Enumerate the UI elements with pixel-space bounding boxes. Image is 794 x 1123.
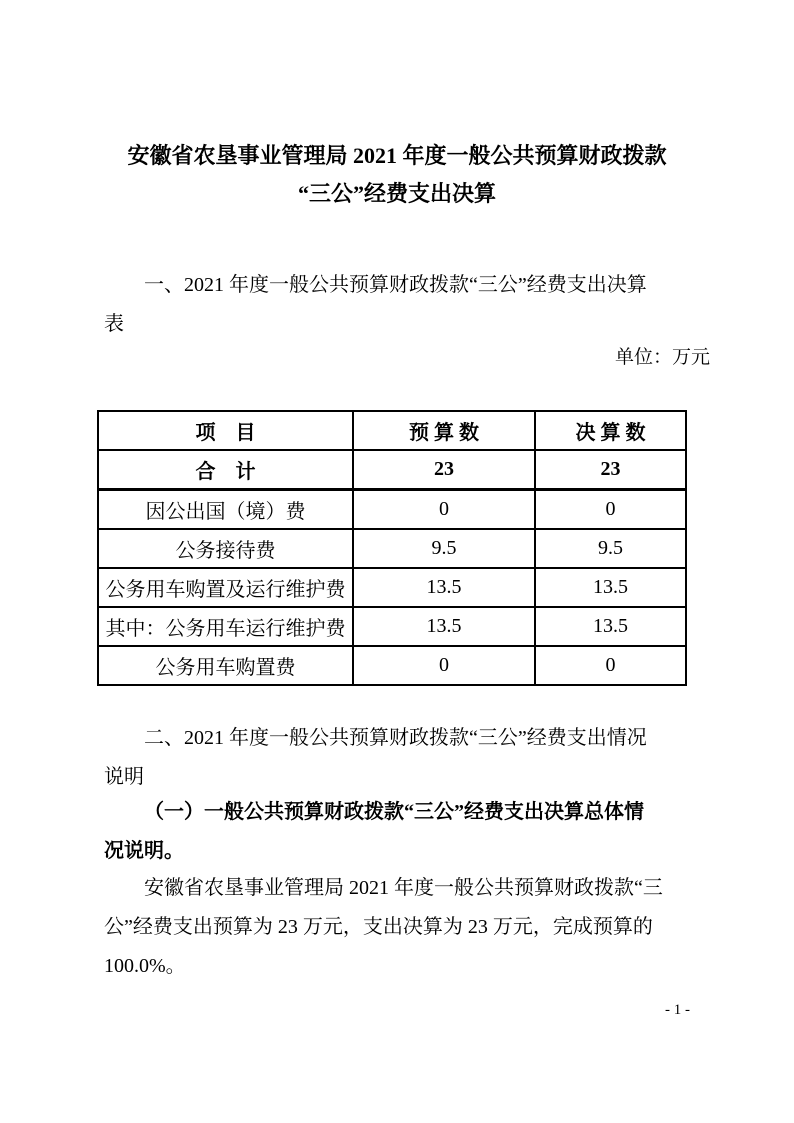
final-value: 13.5 xyxy=(535,568,686,607)
section2-heading xyxy=(104,719,710,797)
table-row-vehicle-operation xyxy=(98,607,686,646)
budget-value: 13.5 xyxy=(353,607,535,646)
doc-title-line-1: 安徽省农垦事业管理局 2021 年度一般公共预算财政拨款 xyxy=(127,143,667,168)
final-value: 23 xyxy=(535,450,686,490)
final-value: 9.5 xyxy=(535,529,686,568)
section2-heading-line-1: 二、2021 年度一般公共预算财政拨款“三公”经费支出情况 xyxy=(144,727,647,749)
budget-table xyxy=(97,410,687,686)
table-row-reception xyxy=(98,529,686,568)
budget-value: 0 xyxy=(353,646,535,685)
summary-paragraph-line-3: 100.0%。 xyxy=(104,955,186,977)
table-row-abroad xyxy=(98,490,686,530)
row-label: 公务用车购置及运行维护费 xyxy=(98,568,353,607)
subsection1-heading-line-2: 况说明。 xyxy=(104,840,184,862)
table-row-total xyxy=(98,450,686,490)
unit-label: 单位：万元 xyxy=(614,347,710,368)
budget-value: 9.5 xyxy=(353,529,535,568)
budget-value: 23 xyxy=(353,450,535,490)
subsection1-heading-line-1: （一）一般公共预算财政拨款“三公”经费支出决算总体情 xyxy=(144,801,644,823)
table-header-row xyxy=(98,411,686,450)
row-label: 公务接待费 xyxy=(98,529,353,568)
summary-paragraph-line-1: 安徽省农垦事业管理局 2021 年度一般公共预算财政拨款“三 xyxy=(144,877,663,899)
row-label: 公务用车购置费 xyxy=(98,646,353,685)
doc-title xyxy=(0,137,794,213)
summary-paragraph xyxy=(104,869,710,986)
budget-value: 13.5 xyxy=(353,568,535,607)
section1-heading-line-2: 表 xyxy=(104,313,124,335)
final-value: 0 xyxy=(535,490,686,530)
final-value: 0 xyxy=(535,646,686,685)
table-row-vehicle-total xyxy=(98,568,686,607)
table-row-vehicle-purchase xyxy=(98,646,686,685)
doc-title-line-2: “三公”经费支出决算 xyxy=(297,181,496,206)
row-label: 其中：公务用车运行维护费 xyxy=(98,607,353,646)
budget-value: 0 xyxy=(353,490,535,530)
table-header-item: 项 目 xyxy=(98,411,353,450)
final-value: 13.5 xyxy=(535,607,686,646)
subsection1-heading xyxy=(104,793,710,871)
section2-heading-line-2: 说明 xyxy=(104,766,144,788)
table-header-budget: 预 算 数 xyxy=(353,411,535,450)
table-header-final: 决 算 数 xyxy=(535,411,686,450)
section1-heading-line-1: 一、2021 年度一般公共预算财政拨款“三公”经费支出决算 xyxy=(144,274,647,296)
row-label: 合 计 xyxy=(98,450,353,490)
summary-paragraph-line-2: 公”经费支出预算为 23 万元，支出决算为 23 万元，完成预算的 xyxy=(104,916,653,938)
row-label: 因公出国（境）费 xyxy=(98,490,353,530)
page-number: - 1 - xyxy=(665,1002,690,1018)
section1-heading xyxy=(104,266,710,344)
